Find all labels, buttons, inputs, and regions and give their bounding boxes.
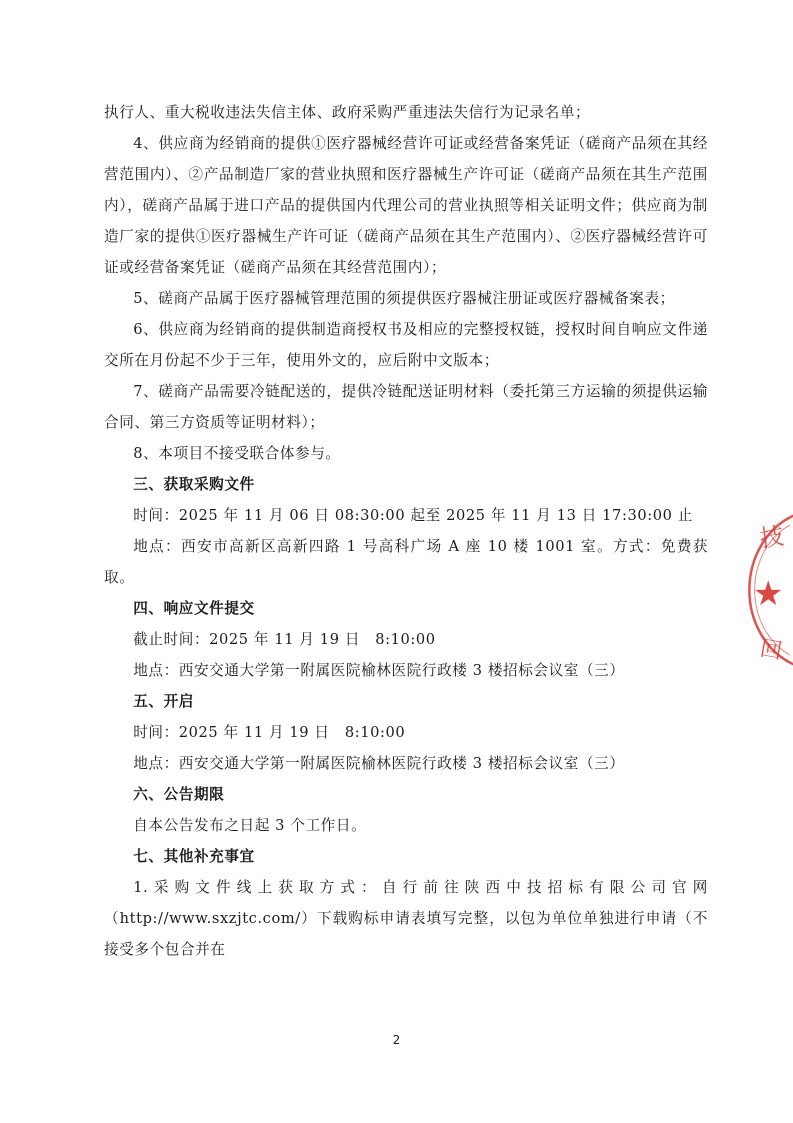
body-paragraph: 自本公告发布之日起 3 个工作日。 [133,817,367,834]
section-heading: 四、响应文件提交 [133,600,255,617]
body-paragraph: 8、本项目不接受联合体参与。 [133,445,341,462]
section-heading: 五、开启 [133,693,194,710]
red-seal-stamp [735,505,793,675]
body-paragraph: 1.采购文件线上获取方式：自行前往陕西中技招标有限公司官网（http://www.sxzjtc.com/）下载购标申请表填写完整，以包为单位单独进行申请（不接受多个包合并在 [104,879,708,958]
seal-char: 回 [757,636,784,665]
body-paragraph: 7、磋商产品需要冷链配送的，提供冷链配送证明材料（委托第三方运输的须提供运输合同、第三方资质等证明材料）； [104,383,708,431]
body-paragraph: 执行人、重大税收违法失信主体、政府采购严重违法失信行为记录名单； [104,104,591,121]
seal-char: ★ [753,574,784,614]
body-paragraph: 地点：西安交通大学第一附属医院榆林医院行政楼 3 楼招标会议室（三） [133,662,625,679]
body-paragraph: 时间：2025 年 11 月 19 日 8:10:00 [133,724,406,741]
section-heading: 三、获取采购文件 [133,476,255,493]
body-paragraph: 截止时间：2025 年 11 月 19 日 8:10:00 [133,631,436,648]
body-paragraph: 4、供应商为经销商的提供①医疗器械经营许可证或经营备案凭证（磋商产品须在其经营范围内）、②产品制造厂家的营业执照和医疗器械生产许可证（磋商产品须在其生产范围内），磋商产品属于进口产品的提供国内代理公司的营业执照等相关证明文件；供应商为制造厂家的提供①医疗器械生产许可证（磋商产品须在其生产范围内）、②医疗器械经营许可证或经营备案凭证（磋商产品须在其经营范围内）； [104,135,708,276]
body-paragraph: 5、磋商产品属于医疗器械管理范围的须提供医疗器械注册证或医疗器械备案表； [133,290,675,307]
page-number: 2 [392,1033,401,1047]
body-paragraph: 时间：2025 年 11 月 06 日 08:30:00 起至 2025 年 11 月 13 日 17:30:00 止 [133,507,693,524]
body-paragraph: 地点：西安交通大学第一附属医院榆林医院行政楼 3 楼招标会议室（三） [133,755,625,772]
body-paragraph: 6、供应商为经销商的提供制造商授权书及相应的完整授权链，授权时间自响应文件递交所在月份起不少于三年，使用外文的，应后附中文版本； [104,321,708,369]
section-heading: 七、其他补充事宜 [133,848,255,865]
body-paragraph: 地点：西安市高新区高新四路 1 号高科广场 A 座 10 楼 1001 室。方式：免费获取。 [104,538,708,586]
section-heading: 六、公告期限 [133,786,225,803]
seal-char: 技 [757,521,786,553]
document-body [104,97,708,965]
